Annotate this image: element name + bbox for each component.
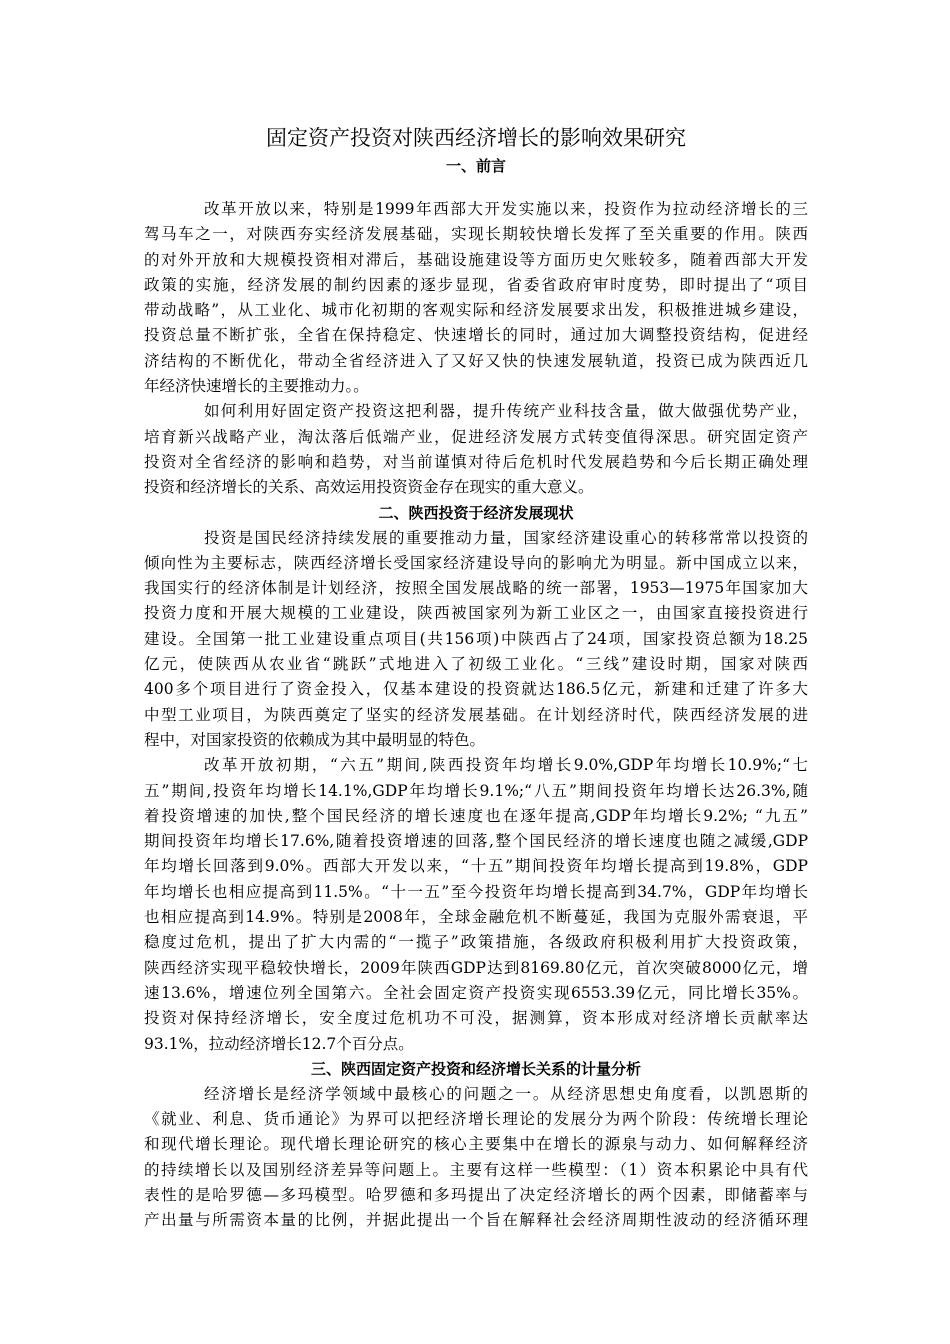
text-line: 也相应提高到14.9%。特别是2008年，全球金融危机不断蔓延，我国为克服外需衰退，平 — [144, 908, 808, 927]
paragraph — [144, 399, 808, 500]
text-line: 中型工业项目，为陕西奠定了坚实的经济发展基础。在计划经济时代，陕西经济发展的进 — [144, 705, 808, 724]
text-line: 的持续增长以及国别经济差异等问题上。主要有这样一些模型：（1）资本积累论中具有代 — [144, 1160, 808, 1179]
section-heading-intro: 一、前言 — [445, 157, 506, 175]
text-line: 93.1%，拉动经济增长12.7个百分点。 — [144, 1034, 414, 1053]
text-line: 和现代增长理论。现代增长理论研究的核心主要集中在增长的源泉与动力、如何解释经济 — [144, 1135, 808, 1154]
text-line: 年均增长回落到9.0%。西部大开发以来，“十五”期间投资年均增长提高到19.8%，GDP — [144, 857, 808, 876]
text-line: 《就业、利息、货币通论》为界可以把经济增长理论的发展分为两个阶段：传统增长理论 — [144, 1110, 808, 1129]
text-line: 亿元，使陕西从农业省“跳跃”式地进入了初级工业化。“三线”建设时期，国家对陕西 — [144, 655, 808, 674]
text-line: 培育新兴战略产业，淘汰落后低端产业，促进经济发展方式转变值得深思。研究固定资产 — [144, 427, 808, 446]
text-line: 期间投资年均增长17.6%,随着投资增速的回落,整个国民经济的增长速度也随之减缓,GDP — [144, 832, 808, 851]
text-line: 政策的实施，经济发展的制约因素的逐步显现，省委省政府审时度势，即时提出了“项目 — [144, 275, 808, 294]
text-line: 产出量与所需资本量的比例，并据此提出一个旨在解释社会经济周期性波动的经济循环理 — [144, 1211, 808, 1230]
text-line: 投资力度和开展大规模的工业建设，陕西被国家列为新工业区之一，由国家直接投资进行 — [144, 604, 808, 623]
text-line: 年经济快速增长的主要推动力。。 — [144, 377, 369, 396]
paragraph — [144, 1082, 808, 1234]
text-line: 程中，对国家投资的依赖成为其中最明显的特色。 — [144, 730, 486, 749]
text-line: 陕西经济实现平稳较快增长，2009年陕西GDP达到8169.80亿元，首次突破8000亿元，增 — [144, 958, 808, 977]
text-line: 如何利用好固定资产投资这把利器，提升传统产业科技含量，做大做强优势产业， — [204, 402, 808, 421]
text-line: 驾马车之一，对陕西夯实经济发展基础，实现长期较快增长发挥了至关重要的作用。陕西 — [144, 225, 808, 244]
text-line: 投资总量不断扩张，全省在保持稳定、快速增长的同时，通过加大调整投资结构，促进经 — [144, 326, 808, 345]
paragraph — [144, 197, 808, 399]
section-heading-status: 二、陕西投资于经济发展现状 — [378, 503, 574, 522]
text-line: 改革开放初期，“六五”期间,陕西投资年均增长9.0%,GDP年均增长10.9%;“七 — [204, 756, 808, 775]
paragraph — [144, 753, 808, 1057]
text-line: 投资是国民经济持续发展的重要推动力量，国家经济建设重心的转移常常以投资的 — [204, 528, 808, 547]
text-line: 的对外开放和大规模投资相对滞后，基础设施建设等方面历史欠账较多，随着西部大开发 — [144, 250, 808, 269]
text-line: 年均增长也相应提高到11.5%。“十一五”至今投资年均增长提高到34.7%，GDP年均增长 — [144, 882, 808, 901]
text-line: 着投资增速的加快,整个国民经济的增长速度也在逐年提高,GDP年均增长9.2%; “九五” — [144, 806, 808, 825]
text-line: 表性的是哈罗德—多玛模型。哈罗德和多玛提出了决定经济增长的两个因素，即储蓄率与 — [144, 1185, 808, 1204]
text-line: 投资对保持经济增长，安全度过危机功不可没，据测算，资本形成对经济增长贡献率达 — [144, 1009, 808, 1028]
section-heading-analysis: 三、陕西固定资产投资和经济增长关系的计量分析 — [310, 1059, 641, 1078]
text-line: 改革开放以来，特别是1999年西部大开发实施以来，投资作为拉动经济增长的三 — [204, 200, 808, 218]
document-page — [144, 122, 808, 1234]
text-line: 我国实行的经济体制是计划经济，按照全国发展战略的统一部署，1953—1975年国家加大 — [144, 579, 808, 598]
text-line: 带动战略”，从工业化、城市化初期的客观实际和经济发展要求出发，积极推进城乡建设， — [144, 301, 808, 320]
text-line: 投资和经济增长的关系、高效运用投资资金存在现实的重大意义。 — [144, 478, 594, 497]
text-line: 投资对全省经济的影响和趋势，对当前谨慎对待后危机时代发展趋势和今后长期正确处理 — [144, 452, 808, 471]
text-line: 倾向性为主要标志，陕西经济增长受国家经济建设导向的影响尤为明显。新中国成立以来， — [144, 553, 808, 572]
paragraph — [144, 526, 808, 754]
text-line: 稳度过危机，提出了扩大内需的“一揽子”政策措施，各级政府积极利用扩大投资政策， — [144, 933, 808, 952]
text-line: 济结构的不断优化，带动全省经济进入了又好又快的快速发展轨道，投资已成为陕西近几 — [144, 351, 808, 370]
text-line: 经济增长是经济学领域中最核心的问题之一。从经济思想史角度看，以凯恩斯的 — [204, 1084, 808, 1103]
text-line: 建设。全国第一批工业建设重点项目(共156项)中陕西占了24项，国家投资总额为18.25 — [144, 629, 808, 648]
text-line: 400多个项目进行了资金投入，仅基本建设的投资就达186.5亿元，新建和迁建了许多大 — [144, 680, 808, 699]
text-line: 五”期间,投资年均增长14.1%,GDP年均增长9.1%;“八五”期间投资年均增长达26.3%,随 — [144, 781, 808, 800]
document-title: 固定资产投资对陕西经济增长的影响效果研究 — [266, 126, 686, 150]
text-line: 速13.6%，增速位列全国第六。全社会固定资产投资实现6553.39亿元，同比增长35%。 — [144, 983, 808, 1002]
